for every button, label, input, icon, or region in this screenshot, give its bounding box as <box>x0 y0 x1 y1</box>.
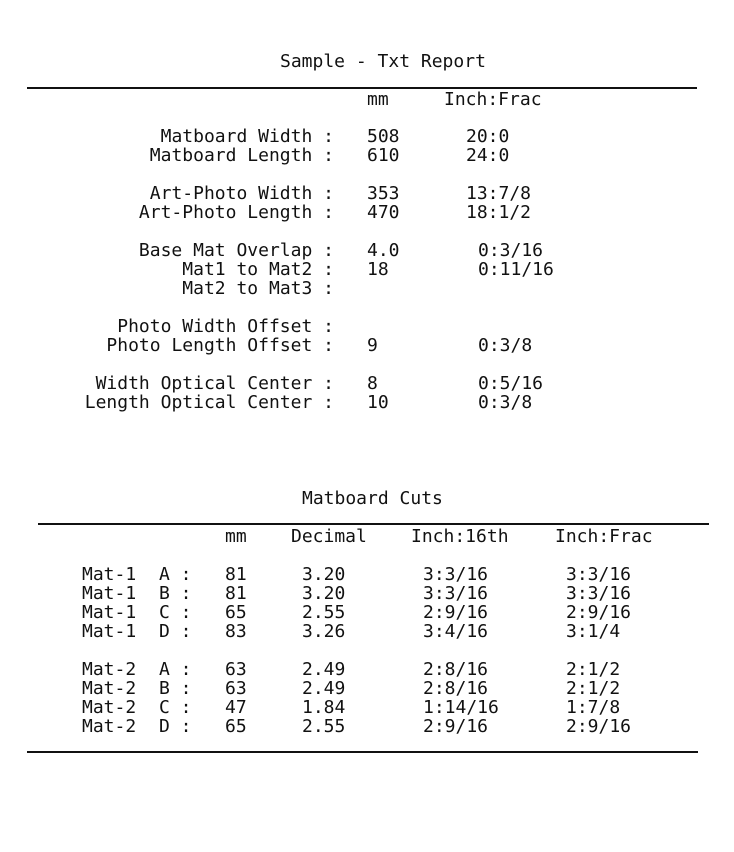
cut-row-mm: 65 <box>225 716 247 737</box>
report-row-label: Art-Photo Width : <box>149 183 334 204</box>
report-row-frac: 0:3/8 <box>478 392 533 413</box>
cut-row-inch16: 2:9/16 <box>423 602 489 623</box>
cut-row-decimal: 3.26 <box>302 621 346 642</box>
cut-row-side: A : <box>159 659 192 680</box>
report-row-frac: 24:0 <box>466 145 510 166</box>
report-row-mm: 508 <box>367 126 400 147</box>
cut-row-frac: 2:1/2 <box>566 678 621 699</box>
cut-row-inch16: 2:8/16 <box>423 659 489 680</box>
cut-row-mat: Mat-1 <box>82 621 137 642</box>
cut-row-decimal: 2.49 <box>302 659 346 680</box>
report-row-label: Width Optical Center : <box>95 373 334 394</box>
cut-row-mm: 83 <box>225 621 247 642</box>
cut-row-mm: 81 <box>225 564 247 585</box>
report-row-label: Photo Length Offset : <box>106 335 334 356</box>
cut-row-inch16: 1:14/16 <box>423 697 499 718</box>
cut-row-side: C : <box>159 697 192 718</box>
cuts-header-mm: mm <box>225 526 247 547</box>
cut-row-frac: 2:9/16 <box>566 716 632 737</box>
cut-row-frac: 3:1/4 <box>566 621 621 642</box>
report-row-label: Matboard Width : <box>160 126 334 147</box>
cuts-header-inch16: Inch:16th <box>411 526 509 547</box>
report-row-label: Base Mat Overlap : <box>138 240 334 261</box>
cut-row-frac: 1:7/8 <box>566 697 621 718</box>
cut-row-decimal: 3.20 <box>302 583 346 604</box>
report-row-frac: 0:3/16 <box>478 240 544 261</box>
cut-row-mat: Mat-2 <box>82 697 137 718</box>
cut-row-mat: Mat-1 <box>82 602 137 623</box>
cuts-title: Matboard Cuts <box>302 488 443 509</box>
report-header-inch-frac: Inch:Frac <box>444 89 542 110</box>
report-row-label: Mat1 to Mat2 : <box>182 259 334 280</box>
report-row-frac: 13:7/8 <box>466 183 532 204</box>
report-row-frac: 20:0 <box>466 126 510 147</box>
report-row-mm: 353 <box>367 183 400 204</box>
cuts-header-inch-frac: Inch:Frac <box>555 526 653 547</box>
report-row-frac: 18:1/2 <box>466 202 532 223</box>
cut-row-inch16: 3:3/16 <box>423 564 489 585</box>
cut-row-mat: Mat-1 <box>82 583 137 604</box>
cut-row-side: B : <box>159 678 192 699</box>
cut-row-mm: 47 <box>225 697 247 718</box>
cut-row-mm: 63 <box>225 678 247 699</box>
cut-row-frac: 3:3/16 <box>566 564 632 585</box>
cut-row-decimal: 2.55 <box>302 602 346 623</box>
bottom-rule <box>27 751 698 753</box>
cut-row-decimal: 2.49 <box>302 678 346 699</box>
cuts-title-rule <box>38 523 709 525</box>
report-row-mm: 18 <box>367 259 389 280</box>
cut-row-decimal: 3.20 <box>302 564 346 585</box>
cut-row-mat: Mat-2 <box>82 659 137 680</box>
report-row-frac: 0:5/16 <box>478 373 544 394</box>
cuts-header-decimal: Decimal <box>291 526 367 547</box>
cut-row-mat: Mat-1 <box>82 564 137 585</box>
report-row-label: Matboard Length : <box>149 145 334 166</box>
report-header-mm: mm <box>367 89 389 110</box>
cut-row-inch16: 3:3/16 <box>423 583 489 604</box>
report-row-mm: 4.0 <box>367 240 400 261</box>
report-row-mm: 610 <box>367 145 400 166</box>
cut-row-side: D : <box>159 621 192 642</box>
cut-row-side: B : <box>159 583 192 604</box>
report-row-mm: 9 <box>367 335 378 356</box>
cut-row-side: C : <box>159 602 192 623</box>
report-row-mm: 8 <box>367 373 378 394</box>
cut-row-side: A : <box>159 564 192 585</box>
report-row-label: Art-Photo Length : <box>138 202 334 223</box>
report-row-mm: 470 <box>367 202 400 223</box>
report-row-mm: 10 <box>367 392 389 413</box>
cut-row-mm: 65 <box>225 602 247 623</box>
report-row-label: Mat2 to Mat3 : <box>182 278 334 299</box>
cut-row-frac: 2:9/16 <box>566 602 632 623</box>
cut-row-inch16: 2:8/16 <box>423 678 489 699</box>
report-title-rule <box>27 87 697 89</box>
cut-row-side: D : <box>159 716 192 737</box>
cut-row-decimal: 2.55 <box>302 716 346 737</box>
report-row-label: Photo Width Offset : <box>117 316 334 337</box>
cut-row-inch16: 3:4/16 <box>423 621 489 642</box>
cut-row-mm: 63 <box>225 659 247 680</box>
cut-row-frac: 2:1/2 <box>566 659 621 680</box>
cut-row-frac: 3:3/16 <box>566 583 632 604</box>
report-row-frac: 0:3/8 <box>478 335 533 356</box>
cut-row-inch16: 2:9/16 <box>423 716 489 737</box>
cut-row-mm: 81 <box>225 583 247 604</box>
cut-row-mat: Mat-2 <box>82 716 137 737</box>
cut-row-decimal: 1.84 <box>302 697 346 718</box>
report-row-label: Length Optical Center : <box>84 392 334 413</box>
cut-row-mat: Mat-2 <box>82 678 137 699</box>
report-title: Sample - Txt Report <box>280 51 486 72</box>
report-row-frac: 0:11/16 <box>478 259 554 280</box>
